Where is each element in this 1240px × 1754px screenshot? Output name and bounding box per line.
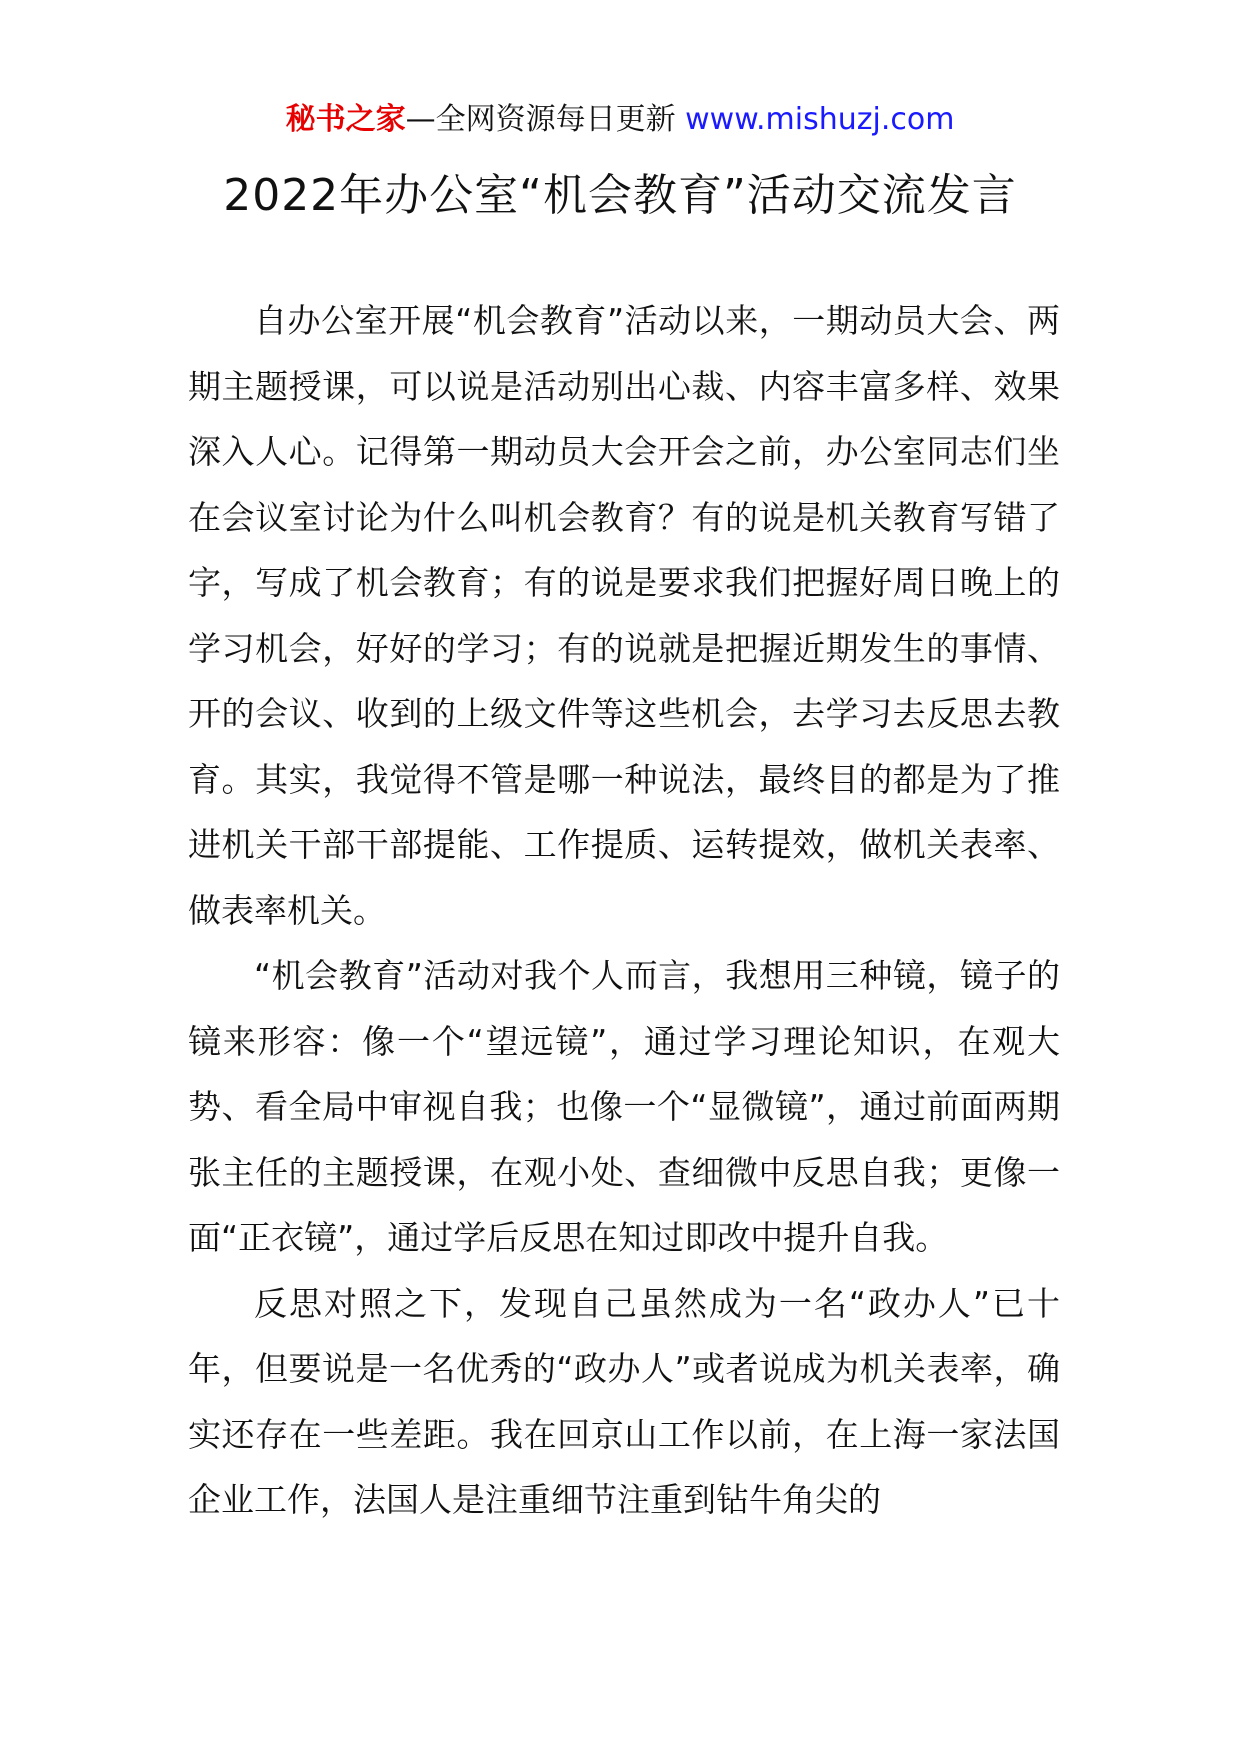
- paragraph-1: 自办公室开展“机会教育”活动以来，一期动员大会、两期主题授课，可以说是活动别出心裁、内容丰富多样、效果深入人心。记得第一期动员大会开会之前，办公室同志们坐在会议室讨论为什么叫机会教育？有的说是机关教育写错了字，写成了机会教育；有的说是要求我们把握好周日晚上的学习机会，好好的学习；有的说就是把握近期发生的事情、开的会议、收到的上级文件等这些机会，去学习去反思去教育。其实，我觉得不管是哪一种说法，最终目的都是为了推进机关干部干部提能、工作提质、运转提效，做机关表率、做表率机关。: [188, 301, 1060, 930]
- brand-name: 秘书之家: [285, 102, 406, 137]
- header-tagline: —全网资源每日更新: [405, 102, 686, 137]
- paragraph-3: 反思对照之下，发现自己虽然成为一名“政办人”已十年，但要说是一名优秀的“政办人”或者说成为机关表率，确实还存在一些差距。我在回京山工作以前，在上海一家法国企业工作，法国人是注重细节注重到钻牛角尖的: [188, 1283, 1060, 1519]
- document-title: 2022年办公室“机会教育”活动交流发言: [223, 170, 1017, 221]
- site-url-link[interactable]: www.mishuzj.com: [685, 102, 955, 137]
- site-header: [0, 100, 1240, 140]
- document-body: [188, 288, 1060, 1533]
- paragraph-2: “机会教育”活动对我个人而言，我想用三种镜，镜子的镜来形容：像一个“望远镜”，通过学习理论知识，在观大势、看全局中审视自我；也像一个“显微镜”，通过前面两期张主任的主题授课，在观小处、查细微中反思自我；更像一面“正衣镜”，通过学后反思在知过即改中提升自我。: [188, 956, 1060, 1257]
